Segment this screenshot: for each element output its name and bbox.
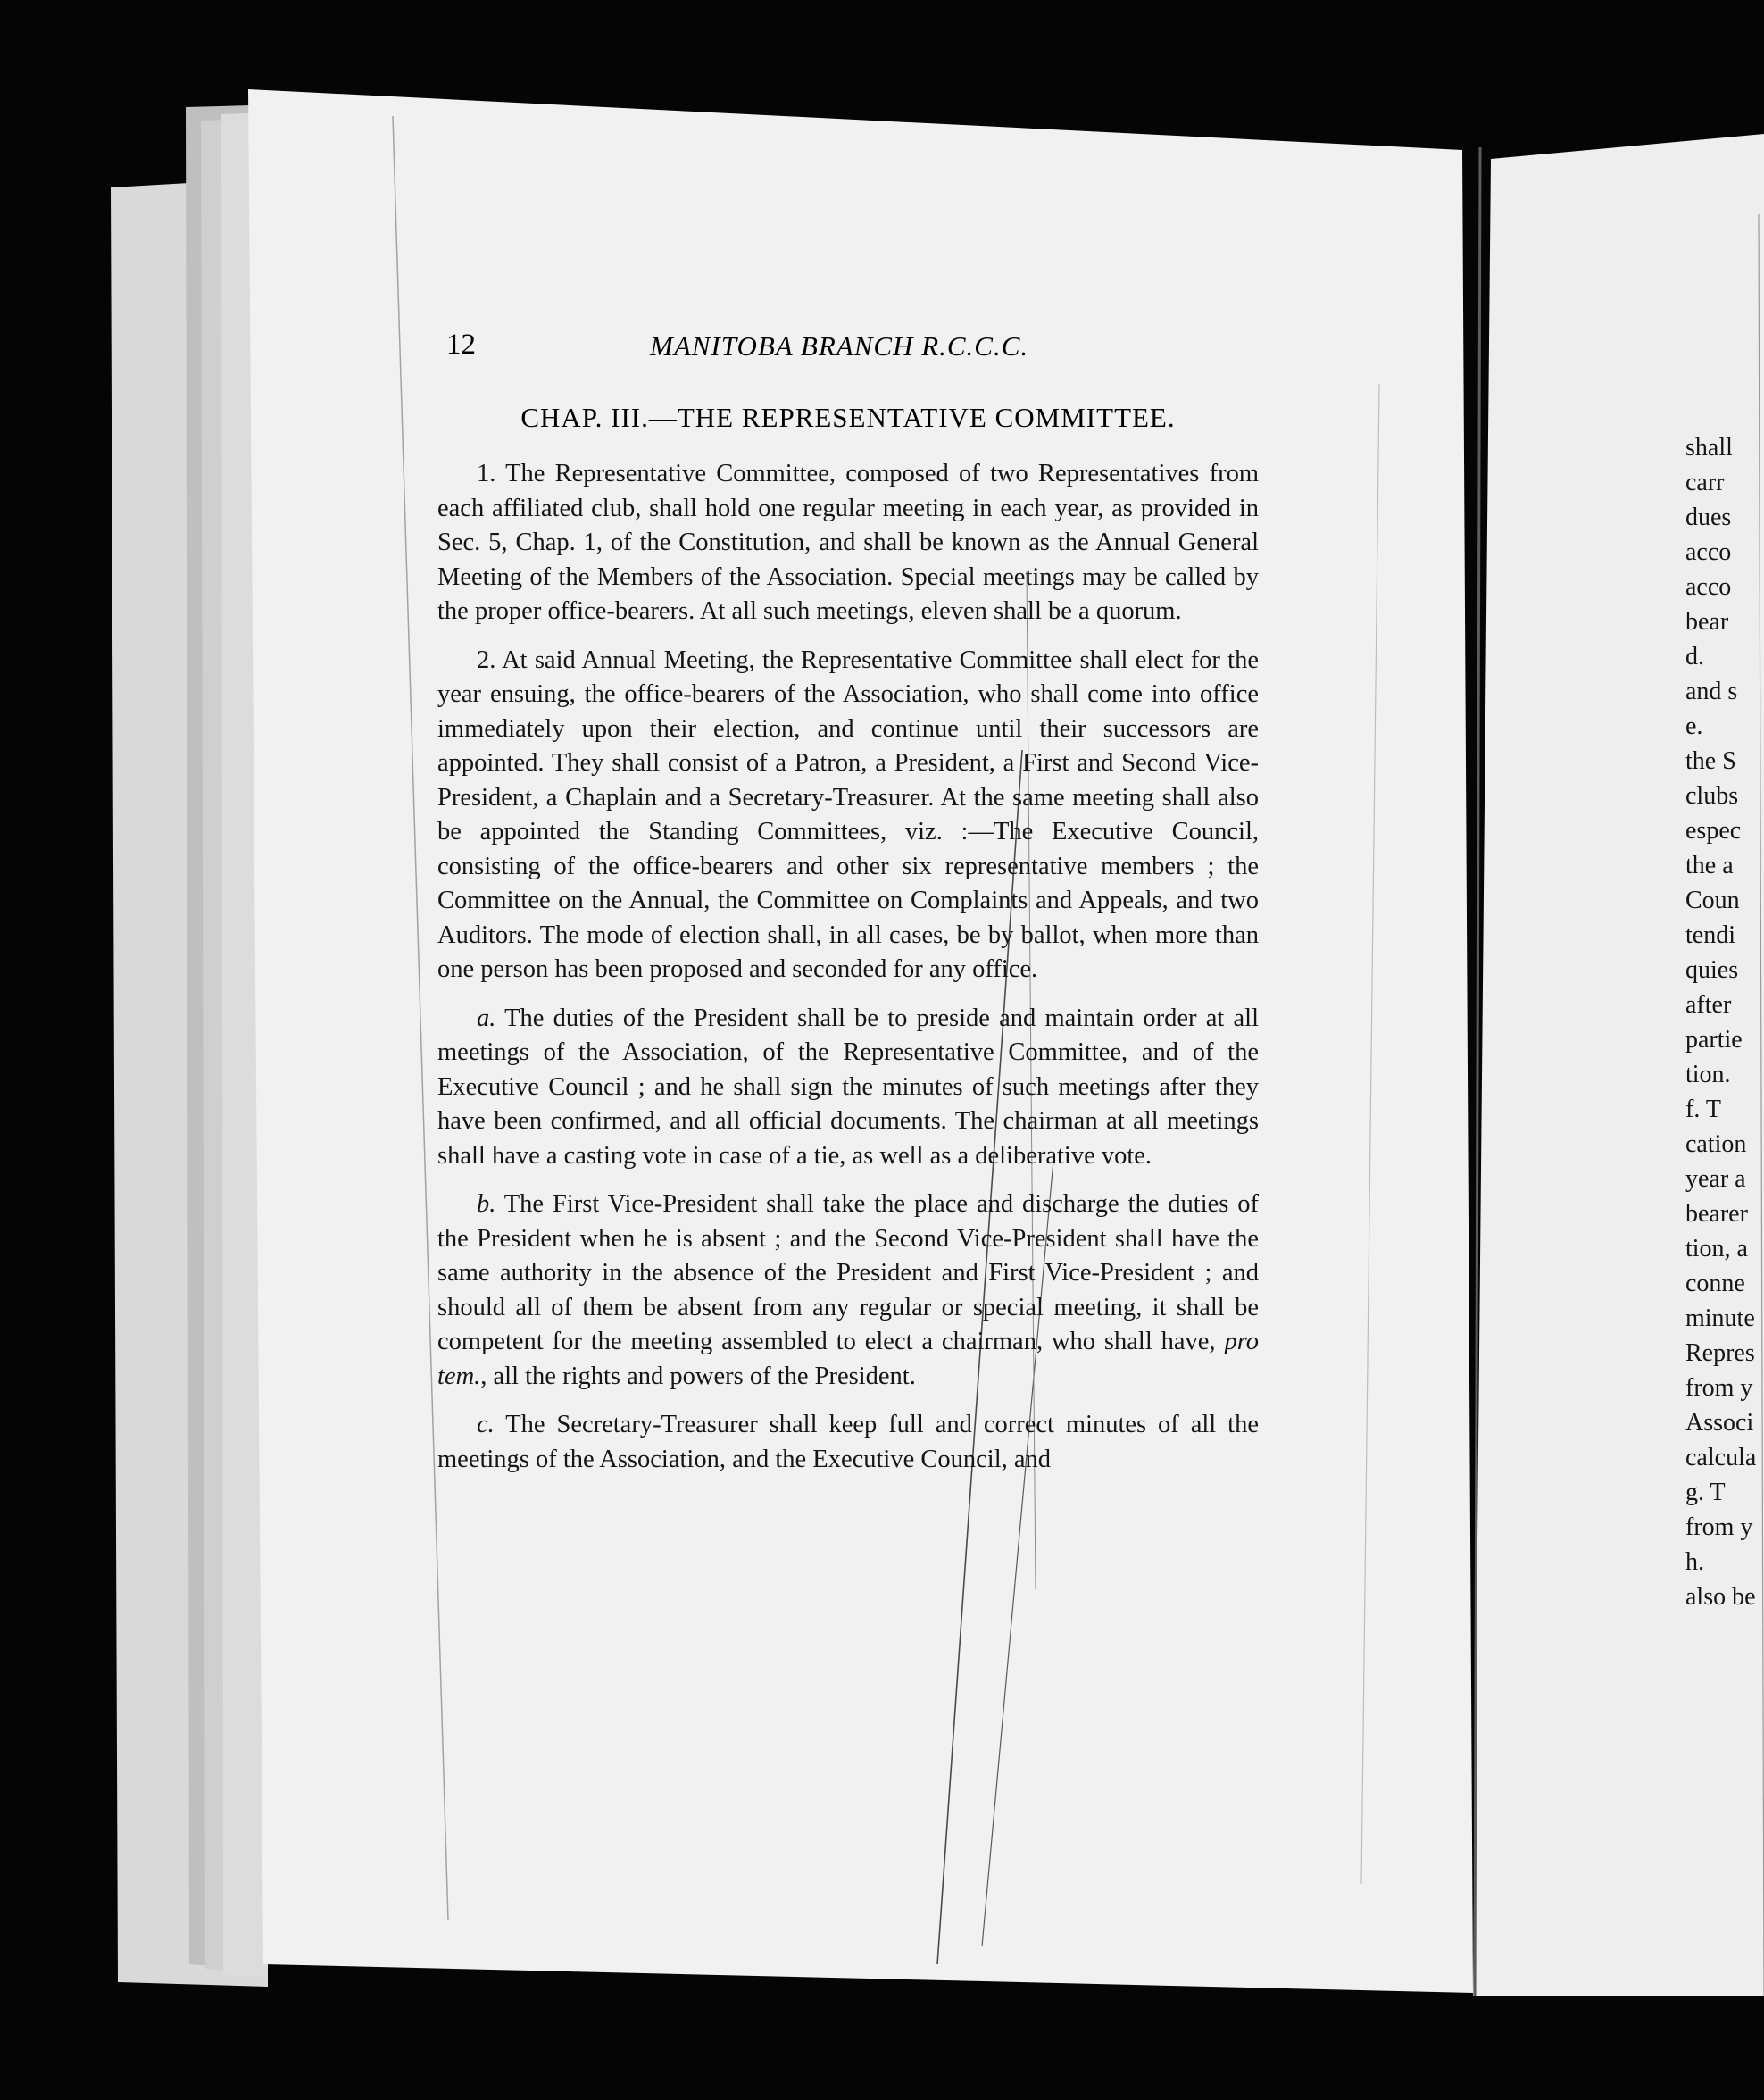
right-page-line: and s (1685, 678, 1738, 705)
paragraph-marker: b. (477, 1190, 496, 1218)
right-page-line: e. (1685, 712, 1703, 740)
right-page-line: cation (1685, 1130, 1747, 1158)
right-page-line: g. T (1685, 1479, 1726, 1506)
right-page-line: Coun (1685, 887, 1740, 914)
right-page-line: acco (1685, 538, 1732, 566)
right-page-line: after (1685, 991, 1732, 1019)
chapter-heading: CHAP. III.—THE REPRESENTATIVE COMMITTEE. (520, 402, 1176, 433)
paragraph-text: The duties of the President shall be to preside and maintain order at all meetings of the Association, of the Representative Committee, and of the Executive Council ; and he shall sign the minutes of such meetings after they have been confirmed, and all official documents. The chairman at all meetings shall have a casting vote in case of a tie, as well as a deliberative vote. (437, 1004, 1259, 1170)
right-page-line: dues (1685, 504, 1732, 531)
right-page-line: tion, a (1685, 1235, 1748, 1262)
right-page-line: also be (1685, 1583, 1756, 1611)
right-page-line: f. T (1685, 1096, 1721, 1123)
page-number: 12 (446, 329, 476, 361)
right-page-line: the a (1685, 852, 1734, 879)
paragraph-marker: 1. (477, 460, 496, 488)
running-title: MANITOBA BRANCH R.C.C.C. (650, 330, 1029, 362)
paragraph-text: The First Vice-President shall take the place and discharge the duties of the President when he is absent ; and the Second Vice-President shall have the same authority in the absence of the President and First Vice-President ; and should all of them be absent from any regular or special meeting, it shall be competent for the meeting assembled to elect a chairman, who shall have, (437, 1190, 1259, 1355)
right-page-line: carr (1685, 469, 1725, 496)
body-text (437, 457, 1259, 1491)
right-page-line: espec (1685, 817, 1742, 845)
right-page-line: acco (1685, 573, 1732, 601)
paragraph-marker: c. (477, 1411, 495, 1438)
paragraph-c (437, 1408, 1259, 1477)
paragraph-b (437, 1188, 1259, 1394)
right-page-line: conne (1685, 1270, 1745, 1297)
right-page-line: tion. (1685, 1061, 1731, 1088)
paragraph-text-end: , all the rights and powers of the President. (480, 1362, 916, 1390)
right-page-line: calcula (1685, 1444, 1757, 1471)
right-page-line: tendi (1685, 921, 1735, 949)
right-page-line: year a (1685, 1165, 1746, 1193)
right-page-line: Repres (1685, 1339, 1755, 1367)
right-page-line: quies (1685, 956, 1739, 984)
right-page-line: h. (1685, 1548, 1704, 1576)
right-page-line: bearer (1685, 1200, 1748, 1228)
latin-phrase: pro tem. (437, 1328, 1259, 1390)
right-page-line: partie (1685, 1026, 1743, 1054)
paragraph-marker: 2. (477, 646, 496, 674)
right-page-line: the S (1685, 747, 1736, 775)
right-page-line: Associ (1685, 1409, 1754, 1437)
right-page-line: from y (1685, 1513, 1753, 1541)
right-page-line: from y (1685, 1374, 1753, 1402)
right-page-line: d. (1685, 643, 1704, 671)
right-page-line: shall (1685, 434, 1733, 462)
right-page-line: minute (1685, 1304, 1755, 1332)
paragraph-a (437, 1002, 1259, 1174)
paragraph-marker: a. (477, 1004, 496, 1032)
right-page-line: clubs (1685, 782, 1739, 810)
paragraph-text: At said Annual Meeting, the Representative Committee shall elect for the year ensuing, the office-bearers of the Association, who shall come into office immediately upon their election, and continue until their successors are appointed. They shall consist of a Patron, a President, a First and Second Vice-President, a Chaplain and a Secretary-Treasurer. At the same meeting shall also be appointed the Standing Committees, viz. :—The Executive Council, consisting of the office-bearers and other six representative members ; the Committee on the Annual, the Committee on Complaints and Appeals, and two Auditors. The mode of election shall, in all cases, be by ballot, when more than one person has been proposed and seconded for any office. (437, 646, 1260, 983)
paragraph-2 (437, 644, 1259, 988)
paragraph-1 (437, 457, 1259, 629)
right-page-line: bear (1685, 608, 1729, 636)
right-page-fragments (1685, 430, 1764, 1698)
paragraph-text: The Representative Committee, composed of two Representatives from each affiliated club, shall hold one regular meeting in each year, as provided in Sec. 5, Chap. 1, of the Constitution, and shall be known as the Annual General Meeting of the Members of the Association. Special meetings may be called by the proper office-bearers. At all such meetings, eleven shall be a quorum. (437, 460, 1259, 625)
running-head (446, 329, 1125, 373)
paragraph-text: The Secretary-Treasurer shall keep full and correct minutes of all the meetings of the Association, and the Executive Council, and (437, 1411, 1259, 1473)
